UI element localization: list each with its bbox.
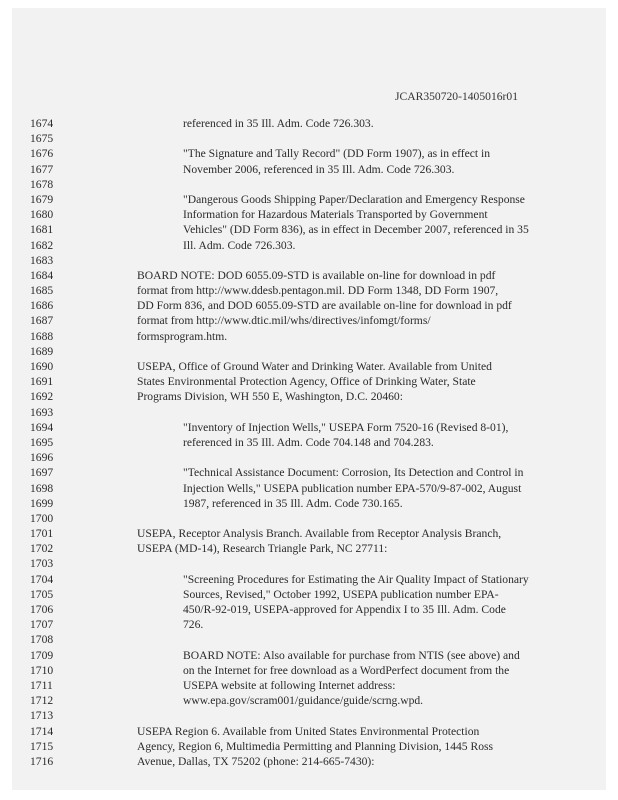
document-page	[12, 8, 606, 790]
line-number: 1699	[30, 496, 54, 510]
document-line	[30, 663, 510, 678]
line-number: 1698	[30, 481, 54, 495]
line-number: 1712	[30, 694, 54, 708]
line-number: 1675	[30, 132, 54, 146]
line-number: 1700	[30, 511, 54, 525]
line-text: www.epa.gov/scram001/guidance/guide/scrng.wpd.	[183, 694, 424, 708]
line-number: 1681	[30, 223, 54, 237]
line-text: BOARD NOTE: Also available for purchase from NTIS (see above) and	[183, 648, 520, 662]
line-text: Ill. Adm. Code 726.303.	[183, 238, 296, 252]
document-line	[30, 116, 510, 131]
document-line	[30, 131, 510, 146]
line-number: 1703	[30, 557, 54, 571]
line-number: 1692	[30, 390, 54, 404]
line-number: 1714	[30, 724, 54, 738]
line-text: USEPA, Office of Ground Water and Drinking Water. Available from United	[137, 360, 492, 373]
line-text: 726.	[183, 618, 204, 632]
line-number: 1693	[30, 405, 54, 419]
document-line	[30, 207, 510, 222]
document-line	[30, 587, 510, 602]
line-number: 1677	[30, 162, 54, 176]
document-header-code: JCAR350720-1405016r01	[394, 90, 518, 103]
line-text: BOARD NOTE: DOD 6055.09-STD is available on-line for download in pdf	[137, 268, 496, 282]
line-text: format from http://www.ddesb.pentagon.mil. DD Form 1348, DD Form 1907,	[137, 284, 499, 298]
document-line	[30, 283, 510, 298]
document-line	[30, 420, 510, 435]
line-text: on the Internet for free download as a WordPerfect document from the	[183, 663, 510, 677]
line-text: referenced in 35 Ill. Adm. Code 726.303.	[183, 117, 374, 130]
line-number: 1691	[30, 375, 54, 389]
document-line	[30, 192, 525, 207]
line-number: 1678	[30, 177, 54, 191]
document-line	[30, 648, 520, 663]
document-line	[30, 556, 510, 571]
line-text: USEPA Region 6. Available from United States Environmental Protection	[137, 724, 480, 738]
line-number: 1707	[30, 618, 54, 632]
line-number: 1686	[30, 299, 54, 313]
line-number: 1708	[30, 633, 54, 647]
document-line	[30, 572, 529, 587]
document-line	[30, 481, 522, 496]
line-number: 1684	[30, 268, 54, 282]
document-line	[30, 541, 510, 556]
line-text: States Environmental Protection Agency, Office of Drinking Water, State	[137, 375, 476, 389]
line-number: 1715	[30, 739, 54, 753]
line-number: 1706	[30, 603, 54, 616]
line-text: Programs Division, WH 550 E, Washington, D.C. 20460:	[137, 390, 403, 404]
line-number: 1701	[30, 527, 54, 541]
line-text: Sources, Revised," October 1992, USEPA publication number EPA-	[183, 587, 499, 601]
document-line	[30, 405, 510, 420]
line-number: 1685	[30, 284, 54, 298]
document-line	[30, 693, 510, 708]
line-number: 1689	[30, 344, 54, 358]
line-text: "The Signature and Tally Record" (DD Form 1907), as in effect in	[183, 147, 491, 161]
line-number: 1702	[30, 542, 54, 556]
numbered-text-lines	[30, 116, 529, 769]
document-line	[30, 724, 510, 739]
line-number: 1697	[30, 466, 54, 480]
document-line	[30, 739, 510, 754]
line-number: 1713	[30, 709, 54, 723]
line-text: November 2006, referenced in 35 Ill. Adm. Code 726.303.	[183, 162, 455, 176]
document-line	[30, 526, 510, 541]
document-line	[30, 253, 510, 268]
line-number: 1674	[30, 117, 54, 130]
line-text: USEPA (MD-14), Research Triangle Park, NC 27711:	[137, 542, 388, 556]
line-number: 1710	[30, 663, 54, 677]
line-number: 1682	[30, 238, 54, 252]
line-text: format from http://www.dtic.mil/whs/directives/infomgt/forms/	[137, 314, 431, 328]
document-line	[30, 754, 510, 769]
document-line	[30, 298, 510, 313]
line-number: 1696	[30, 451, 54, 465]
line-number: 1676	[30, 147, 54, 161]
line-number: 1695	[30, 435, 54, 449]
document-line	[30, 329, 510, 344]
document-line	[30, 708, 510, 723]
document-line	[30, 602, 510, 617]
line-text: formsprogram.htm.	[137, 329, 228, 343]
document-line	[30, 465, 524, 480]
document-line	[30, 435, 510, 450]
line-number: 1688	[30, 329, 54, 343]
line-number: 1680	[30, 208, 54, 222]
document-line	[30, 313, 510, 328]
line-number: 1683	[30, 253, 54, 267]
line-number: 1679	[30, 192, 54, 206]
line-number: 1690	[30, 360, 54, 373]
document-line	[30, 177, 510, 192]
line-text: referenced in 35 Ill. Adm. Code 704.148 and 704.283.	[183, 435, 434, 449]
document-line	[30, 496, 510, 511]
document-line	[30, 222, 529, 237]
line-number: 1704	[30, 572, 54, 586]
line-text: "Technical Assistance Document: Corrosion, Its Detection and Control in	[183, 466, 524, 480]
document-line	[30, 678, 510, 693]
document-line	[30, 632, 510, 647]
line-number: 1694	[30, 420, 54, 434]
document-line	[30, 389, 510, 404]
document-line	[30, 146, 510, 161]
document-line	[30, 344, 510, 359]
document-line	[30, 374, 510, 389]
line-number: 1705	[30, 587, 54, 601]
line-number: 1709	[30, 648, 54, 662]
line-number: 1716	[30, 754, 54, 768]
line-text: Information for Hazardous Materials Transported by Government	[183, 208, 488, 222]
line-text: 1987, referenced in 35 Ill. Adm. Code 730.165.	[183, 496, 403, 510]
document-line	[30, 268, 510, 283]
line-text: Agency, Region 6, Multimedia Permitting and Planning Division, 1445 Ross	[137, 739, 494, 753]
line-text: Avenue, Dallas, TX 75202 (phone: 214-665-7430):	[137, 754, 375, 768]
line-text: Vehicles" (DD Form 836), as in effect in December 2007, referenced in 35	[183, 223, 529, 237]
line-text: DD Form 836, and DOD 6055.09-STD are available on-line for download in pdf	[137, 299, 512, 313]
line-text: 450/R-92-019, USEPA-approved for Appendix I to 35 Ill. Adm. Code	[183, 603, 506, 616]
document-line	[30, 450, 510, 465]
line-text: "Screening Procedures for Estimating the Air Quality Impact of Stationary	[183, 572, 529, 586]
line-text: "Dangerous Goods Shipping Paper/Declaration and Emergency Response	[183, 192, 525, 206]
document-line	[30, 359, 510, 374]
line-text: USEPA, Receptor Analysis Branch. Available from Receptor Analysis Branch,	[137, 527, 502, 541]
line-number: 1687	[30, 314, 54, 328]
line-text: "Inventory of Injection Wells," USEPA Form 7520-16 (Revised 8-01),	[183, 420, 509, 434]
document-line	[30, 617, 510, 632]
line-text: USEPA website at following Internet address:	[183, 678, 396, 692]
document-line	[30, 511, 510, 526]
line-number: 1711	[30, 678, 53, 692]
document-line	[30, 238, 510, 253]
document-line	[30, 162, 510, 177]
line-text: Injection Wells," USEPA publication number EPA-570/9-87-002, August	[183, 481, 522, 495]
